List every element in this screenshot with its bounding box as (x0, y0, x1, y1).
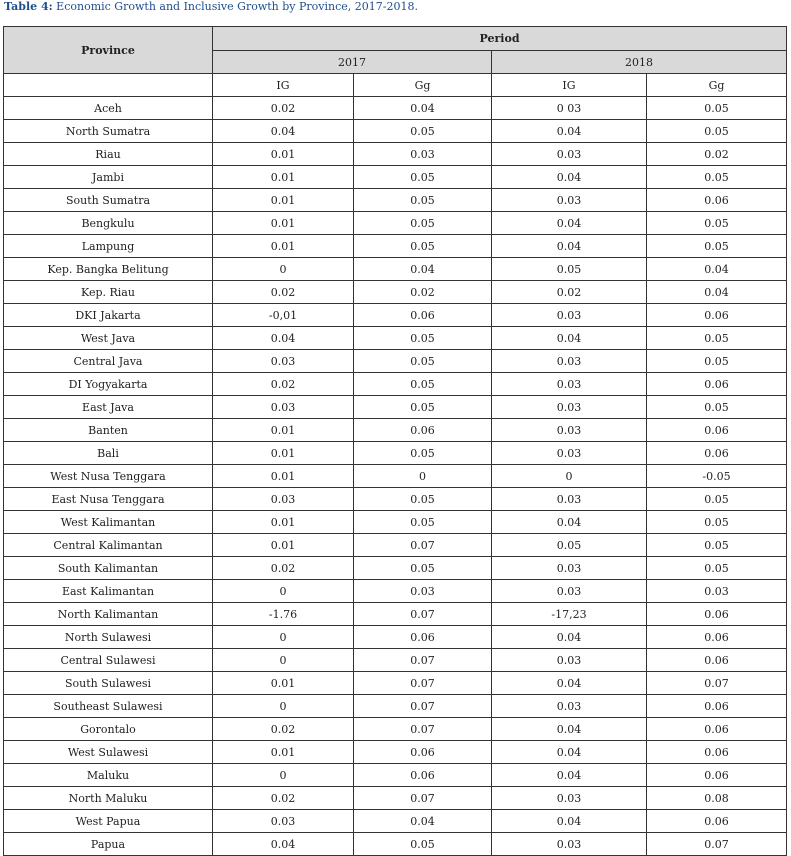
province-cell: West Nusa Tenggara (4, 465, 213, 488)
province-cell: Papua (4, 833, 213, 856)
gg-2018-cell: 0.06 (647, 649, 787, 672)
gg-2017-cell: 0.04 (354, 97, 492, 120)
province-cell: Jambi (4, 166, 213, 189)
province-cell: South Sumatra (4, 189, 213, 212)
table-row (4, 120, 787, 143)
ig-2018-cell: -17,23 (492, 603, 647, 626)
ig-2018-cell: 0.02 (492, 281, 647, 304)
gg-2018-cell: 0.05 (647, 235, 787, 258)
table-row (4, 626, 787, 649)
ig-2017-cell: 0 (213, 649, 354, 672)
ig-2017-cell: 0.04 (213, 120, 354, 143)
ig-2017-cell: 0.01 (213, 534, 354, 557)
gg-2018-cell: 0.05 (647, 557, 787, 580)
ig-2018-cell: 0.03 (492, 189, 647, 212)
gg-2017-cell: 0.06 (354, 741, 492, 764)
column-header-ig-2017: IG (213, 74, 354, 97)
ig-2018-cell: 0.03 (492, 396, 647, 419)
ig-2017-cell: 0.01 (213, 741, 354, 764)
table-row (4, 488, 787, 511)
gg-2018-cell: 0.05 (647, 488, 787, 511)
ig-2018-cell: 0.03 (492, 442, 647, 465)
table-row (4, 373, 787, 396)
province-cell: East Kalimantan (4, 580, 213, 603)
column-header-gg-2018: Gg (647, 74, 787, 97)
ig-2017-cell: 0 (213, 258, 354, 281)
ig-2018-cell: 0.04 (492, 718, 647, 741)
ig-2017-cell: 0.01 (213, 189, 354, 212)
province-cell: Kep. Riau (4, 281, 213, 304)
province-cell: Bengkulu (4, 212, 213, 235)
ig-2018-cell: 0.03 (492, 373, 647, 396)
gg-2017-cell: 0.05 (354, 327, 492, 350)
province-cell: Central Java (4, 350, 213, 373)
gg-2018-cell: 0.08 (647, 787, 787, 810)
column-header-ig-2018: IG (492, 74, 647, 97)
table-row (4, 603, 787, 626)
table-caption-label: Table 4: (4, 0, 53, 13)
gg-2017-cell: 0.07 (354, 787, 492, 810)
gg-2018-cell: 0.06 (647, 419, 787, 442)
gg-2018-cell: 0.06 (647, 810, 787, 833)
ig-2018-cell: 0 03 (492, 97, 647, 120)
gg-2017-cell: 0.05 (354, 235, 492, 258)
table-row (4, 189, 787, 212)
ig-2017-cell: 0 (213, 695, 354, 718)
ig-2018-cell: 0.03 (492, 419, 647, 442)
province-cell: Central Sulawesi (4, 649, 213, 672)
gg-2018-cell: 0.06 (647, 442, 787, 465)
province-cell: North Sumatra (4, 120, 213, 143)
gg-2017-cell: 0.04 (354, 810, 492, 833)
ig-2018-cell: 0.03 (492, 350, 647, 373)
gg-2017-cell: 0.05 (354, 212, 492, 235)
ig-2017-cell: 0.02 (213, 557, 354, 580)
ig-2018-cell: 0.03 (492, 488, 647, 511)
table-row (4, 212, 787, 235)
province-cell: Gorontalo (4, 718, 213, 741)
ig-2017-cell: 0.01 (213, 235, 354, 258)
gg-2018-cell: 0.05 (647, 327, 787, 350)
ig-2018-cell: 0.03 (492, 143, 647, 166)
gg-2017-cell: 0.05 (354, 189, 492, 212)
ig-2018-cell: 0.05 (492, 258, 647, 281)
province-cell: Riau (4, 143, 213, 166)
ig-2017-cell: 0.02 (213, 718, 354, 741)
province-header: Province (4, 27, 213, 74)
province-cell: Bali (4, 442, 213, 465)
ig-2018-cell: 0.03 (492, 649, 647, 672)
province-cell: South Sulawesi (4, 672, 213, 695)
table-row (4, 833, 787, 856)
gg-2017-cell: 0.06 (354, 304, 492, 327)
ig-2017-cell: 0.01 (213, 419, 354, 442)
gg-2017-cell: 0.04 (354, 258, 492, 281)
province-cell: West Sulawesi (4, 741, 213, 764)
ig-2018-cell: 0.03 (492, 695, 647, 718)
ig-2018-cell: 0.05 (492, 534, 647, 557)
gg-2018-cell: 0.04 (647, 281, 787, 304)
table-row (4, 810, 787, 833)
year-header-2017: 2017 (213, 51, 492, 74)
gg-2017-cell: 0.05 (354, 166, 492, 189)
ig-2018-cell: 0.03 (492, 304, 647, 327)
ig-2017-cell: -1.76 (213, 603, 354, 626)
table-row (4, 396, 787, 419)
gg-2018-cell: 0.05 (647, 120, 787, 143)
ig-2018-cell: 0.04 (492, 212, 647, 235)
gg-2017-cell: 0.07 (354, 649, 492, 672)
ig-2017-cell: 0 (213, 626, 354, 649)
province-cell: DKI Jakarta (4, 304, 213, 327)
table-row (4, 419, 787, 442)
table-row (4, 764, 787, 787)
gg-2017-cell: 0.07 (354, 534, 492, 557)
gg-2017-cell: 0.05 (354, 442, 492, 465)
ig-2017-cell: 0.01 (213, 511, 354, 534)
table-row (4, 649, 787, 672)
gg-2017-cell: 0.06 (354, 419, 492, 442)
ig-2017-cell: -0,01 (213, 304, 354, 327)
gg-2017-cell: 0.07 (354, 695, 492, 718)
table-body (4, 97, 787, 856)
province-cell: Central Kalimantan (4, 534, 213, 557)
ig-2017-cell: 0.02 (213, 373, 354, 396)
gg-2017-cell: 0.03 (354, 143, 492, 166)
gg-2018-cell: 0.05 (647, 396, 787, 419)
ig-2018-cell: 0.04 (492, 741, 647, 764)
province-cell: West Java (4, 327, 213, 350)
table-row (4, 304, 787, 327)
ig-2018-cell: 0.03 (492, 580, 647, 603)
ig-2017-cell: 0 (213, 764, 354, 787)
province-cell: Banten (4, 419, 213, 442)
gg-2017-cell: 0.07 (354, 672, 492, 695)
ig-2017-cell: 0.03 (213, 810, 354, 833)
ig-2017-cell: 0.01 (213, 166, 354, 189)
table-row (4, 166, 787, 189)
ig-2017-cell: 0.01 (213, 212, 354, 235)
province-cell: Aceh (4, 97, 213, 120)
ig-2017-cell: 0.03 (213, 488, 354, 511)
gg-2018-cell: 0.06 (647, 189, 787, 212)
province-cell: North Sulawesi (4, 626, 213, 649)
ig-2018-cell: 0.04 (492, 120, 647, 143)
gg-2017-cell: 0.03 (354, 580, 492, 603)
gg-2017-cell: 0.05 (354, 120, 492, 143)
ig-2018-cell: 0.04 (492, 626, 647, 649)
ig-2017-cell: 0.04 (213, 327, 354, 350)
table-row (4, 787, 787, 810)
gg-2017-cell: 0.05 (354, 350, 492, 373)
province-cell: West Papua (4, 810, 213, 833)
ig-2018-cell: 0.03 (492, 557, 647, 580)
ig-2018-cell: 0.04 (492, 511, 647, 534)
gg-2018-cell: 0.05 (647, 511, 787, 534)
ig-2018-cell: 0.04 (492, 327, 647, 350)
ig-2017-cell: 0.01 (213, 672, 354, 695)
gg-2017-cell: 0.05 (354, 557, 492, 580)
gg-2017-cell: 0.02 (354, 281, 492, 304)
ig-2017-cell: 0.01 (213, 465, 354, 488)
gg-2017-cell: 0.05 (354, 488, 492, 511)
gg-2018-cell: 0.06 (647, 695, 787, 718)
ig-2018-cell: 0.04 (492, 235, 647, 258)
gg-2018-cell: 0.04 (647, 258, 787, 281)
gg-2018-cell: -0.05 (647, 465, 787, 488)
table-row (4, 534, 787, 557)
gg-2017-cell: 0.05 (354, 511, 492, 534)
gg-2018-cell: 0.06 (647, 626, 787, 649)
ig-2017-cell: 0.01 (213, 143, 354, 166)
table-caption (4, 0, 418, 14)
ig-2017-cell: 0.03 (213, 396, 354, 419)
province-cell: North Maluku (4, 787, 213, 810)
province-cell: Southeast Sulawesi (4, 695, 213, 718)
table-row (4, 672, 787, 695)
gg-2018-cell: 0.06 (647, 741, 787, 764)
table-row (4, 327, 787, 350)
gg-2018-cell: 0.05 (647, 212, 787, 235)
province-cell: North Kalimantan (4, 603, 213, 626)
table-row (4, 350, 787, 373)
ig-2017-cell: 0.04 (213, 833, 354, 856)
ig-2018-cell: 0.04 (492, 672, 647, 695)
gg-2017-cell: 0.05 (354, 396, 492, 419)
province-growth-table (3, 26, 787, 856)
ig-2018-cell: 0.04 (492, 764, 647, 787)
table-row (4, 235, 787, 258)
gg-2018-cell: 0.07 (647, 833, 787, 856)
gg-2017-cell: 0.05 (354, 833, 492, 856)
gg-2017-cell: 0.05 (354, 373, 492, 396)
table-row (4, 741, 787, 764)
table-row (4, 281, 787, 304)
table-row (4, 511, 787, 534)
gg-2018-cell: 0.05 (647, 350, 787, 373)
province-cell: West Kalimantan (4, 511, 213, 534)
ig-2018-cell: 0.03 (492, 787, 647, 810)
ig-2018-cell: 0 (492, 465, 647, 488)
table-row (4, 718, 787, 741)
gg-2018-cell: 0.06 (647, 603, 787, 626)
gg-2017-cell: 0.07 (354, 603, 492, 626)
ig-2018-cell: 0.04 (492, 166, 647, 189)
gg-2018-cell: 0.07 (647, 672, 787, 695)
ig-2017-cell: 0.02 (213, 787, 354, 810)
ig-2017-cell: 0 (213, 580, 354, 603)
table-row (4, 143, 787, 166)
province-cell: East Java (4, 396, 213, 419)
table-row (4, 442, 787, 465)
table-row (4, 258, 787, 281)
table-row (4, 465, 787, 488)
gg-2018-cell: 0.06 (647, 304, 787, 327)
table-row (4, 557, 787, 580)
gg-2018-cell: 0.06 (647, 718, 787, 741)
table-row (4, 97, 787, 120)
province-cell: Lampung (4, 235, 213, 258)
province-cell: East Nusa Tenggara (4, 488, 213, 511)
gg-2018-cell: 0.05 (647, 534, 787, 557)
gg-2018-cell: 0.06 (647, 373, 787, 396)
gg-2018-cell: 0.03 (647, 580, 787, 603)
gg-2017-cell: 0.06 (354, 626, 492, 649)
province-cell: South Kalimantan (4, 557, 213, 580)
province-cell: Maluku (4, 764, 213, 787)
year-header-2018: 2018 (492, 51, 787, 74)
gg-2017-cell: 0.07 (354, 718, 492, 741)
column-header-gg-2017: Gg (354, 74, 492, 97)
ig-2018-cell: 0.03 (492, 833, 647, 856)
ig-2017-cell: 0.02 (213, 97, 354, 120)
gg-2018-cell: 0.05 (647, 97, 787, 120)
ig-2017-cell: 0.03 (213, 350, 354, 373)
gg-2018-cell: 0.05 (647, 166, 787, 189)
table-row (4, 580, 787, 603)
ig-2017-cell: 0.01 (213, 442, 354, 465)
gg-2017-cell: 0 (354, 465, 492, 488)
gg-2017-cell: 0.06 (354, 764, 492, 787)
period-header: Period (213, 27, 787, 51)
ig-2017-cell: 0.02 (213, 281, 354, 304)
province-column-blank (4, 74, 213, 97)
province-cell: Kep. Bangka Belitung (4, 258, 213, 281)
gg-2018-cell: 0.06 (647, 764, 787, 787)
gg-2018-cell: 0.02 (647, 143, 787, 166)
province-cell: DI Yogyakarta (4, 373, 213, 396)
table-caption-text: Economic Growth and Inclusive Growth by Province, 2017-2018. (52, 0, 418, 13)
ig-2018-cell: 0.04 (492, 810, 647, 833)
table-row (4, 695, 787, 718)
